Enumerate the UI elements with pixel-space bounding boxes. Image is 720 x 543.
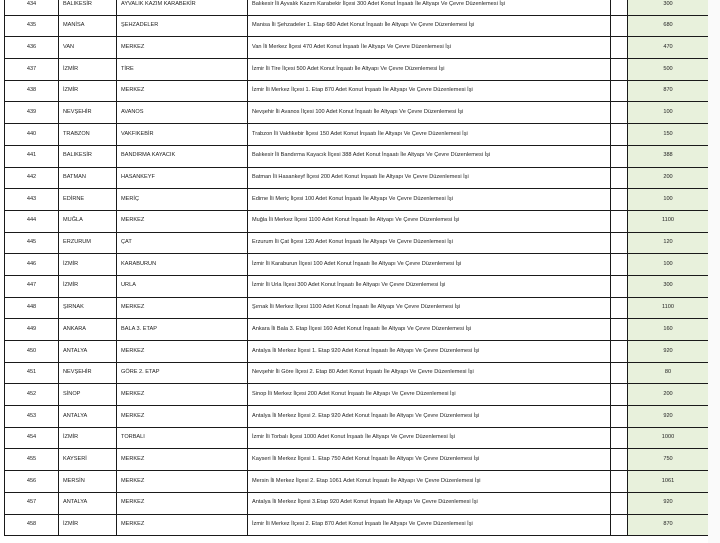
housing-count-cell: 1100: [628, 210, 709, 232]
district-cell: KARABURUN: [117, 254, 248, 276]
description-cell: Kayseri İli Merkez İlçesi 1. Etap 750 Adet Konut İnşaatı İle Altyapı Ve Çevre Düzenlemesi İşi: [248, 449, 611, 471]
housing-count-cell: 1000: [628, 427, 709, 449]
description-cell: Erzurum İli Çat İlçesi 120 Adet Konut İnşaatı İle Altyapı Ve Çevre Düzenlemesi İşi: [248, 232, 611, 254]
description-cell: Nevşehir İli Avanos İlçesi 100 Adet Konut İnşaatı İle Altyapı Ve Çevre Düzenlemesi İşi: [248, 102, 611, 124]
province-cell: İZMİR: [59, 59, 117, 81]
table-row: [5, 124, 709, 146]
housing-projects-table: [4, 0, 709, 536]
spacer-cell: [611, 102, 628, 124]
spacer-cell: [611, 145, 628, 167]
description-cell: Manisa İli Şehzadeler 1. Etap 680 Adet Konut İnşaatı İle Altyapı Ve Çevre Düzenlemesi İşi: [248, 15, 611, 37]
district-cell: MERKEZ: [117, 492, 248, 514]
district-cell: MERKEZ: [117, 341, 248, 363]
table-row: [5, 275, 709, 297]
province-cell: MUĞLA: [59, 210, 117, 232]
province-cell: EDİRNE: [59, 189, 117, 211]
district-cell: VAKFIKEBİR: [117, 124, 248, 146]
table-row: [5, 384, 709, 406]
province-cell: İZMİR: [59, 427, 117, 449]
district-cell: MERKEZ: [117, 449, 248, 471]
description-cell: Sinop İli Merkez İlçesi 200 Adet Konut İnşaatı İle Altyapı Ve Çevre Düzenlemesi İşi: [248, 384, 611, 406]
table-row: [5, 145, 709, 167]
description-cell: İzmir İli Urla İlçesi 300 Adet Konut İnşaatı İle Altyapı Ve Çevre Düzenlemesi İşi: [248, 275, 611, 297]
district-cell: MERKEZ: [117, 210, 248, 232]
spacer-cell: [611, 384, 628, 406]
spacer-cell: [611, 15, 628, 37]
district-cell: MERKEZ: [117, 471, 248, 493]
row-number-cell: 455: [5, 449, 59, 471]
spacer-cell: [611, 124, 628, 146]
housing-count-cell: 920: [628, 341, 709, 363]
description-cell: Ankara İli Bala 3. Etap İlçesi 160 Adet Konut İnşaatı İle Altyapı Ve Çevre Düzenlemesi İşi: [248, 319, 611, 341]
housing-count-cell: 500: [628, 59, 709, 81]
row-number-cell: 442: [5, 167, 59, 189]
district-cell: HASANKEYF: [117, 167, 248, 189]
housing-count-cell: 100: [628, 189, 709, 211]
province-cell: TRABZON: [59, 124, 117, 146]
row-number-cell: 434: [5, 0, 59, 15]
province-cell: MERSİN: [59, 471, 117, 493]
row-number-cell: 435: [5, 15, 59, 37]
spacer-cell: [611, 80, 628, 102]
province-cell: SİNOP: [59, 384, 117, 406]
row-number-cell: 454: [5, 427, 59, 449]
spacer-cell: [611, 492, 628, 514]
description-cell: Trabzon İli Vakfıkebir İlçesi 150 Adet Konut İnşaatı İle Altyapı Ve Çevre Düzenlemesi İşi: [248, 124, 611, 146]
table-row: [5, 189, 709, 211]
spacer-cell: [611, 37, 628, 59]
spacer-cell: [611, 514, 628, 536]
housing-count-cell: 870: [628, 80, 709, 102]
table-row: [5, 427, 709, 449]
description-cell: Balıkesir İli Ayvalık Kazım Karabekir İlçesi 300 Adet Konut İnşaatı İle Altyapı Ve Çevre Düzenlemesi İşi: [248, 0, 611, 15]
row-number-cell: 450: [5, 341, 59, 363]
province-cell: MANİSA: [59, 15, 117, 37]
housing-count-cell: 80: [628, 362, 709, 384]
province-cell: BALIKESİR: [59, 145, 117, 167]
description-cell: İzmir İli Torbalı İlçesi 1000 Adet Konut İnşaatı İle Altyapı Ve Çevre Düzenlemesi İşi: [248, 427, 611, 449]
housing-count-cell: 1100: [628, 297, 709, 319]
description-cell: Antalya İli Merkez İlçesi 3.Etap 920 Adet Konut İnşaatı İle Altyapı Ve Çevre Düzenlemesi İşi: [248, 492, 611, 514]
table-row: [5, 254, 709, 276]
district-cell: ŞEHZADELER: [117, 15, 248, 37]
province-cell: İZMİR: [59, 514, 117, 536]
description-cell: Antalya İli Merkez İlçesi 2. Etap 920 Adet Konut İnşaatı İle Altyapı Ve Çevre Düzenlemesi İşi: [248, 406, 611, 428]
table-row: [5, 15, 709, 37]
district-cell: URLA: [117, 275, 248, 297]
table-row: [5, 210, 709, 232]
description-cell: Edirne İli Meriç İlçesi 100 Adet Konut İnşaatı İle Altyapı Ve Çevre Düzenlemesi İşi: [248, 189, 611, 211]
housing-count-cell: 300: [628, 275, 709, 297]
table-row: [5, 514, 709, 536]
row-number-cell: 458: [5, 514, 59, 536]
row-number-cell: 444: [5, 210, 59, 232]
description-cell: Balıkesir İli Bandırma Kayacık İlçesi 388 Adet Konut İnşaatı İle Altyapı Ve Çevre Düzenlemesi İşi: [248, 145, 611, 167]
district-cell: MERKEZ: [117, 297, 248, 319]
table-row: [5, 449, 709, 471]
housing-count-cell: 1061: [628, 471, 709, 493]
row-number-cell: 456: [5, 471, 59, 493]
housing-count-cell: 160: [628, 319, 709, 341]
district-cell: BALA 3. ETAP: [117, 319, 248, 341]
page-edge: [708, 0, 720, 543]
district-cell: BANDIRMA KAYACIK: [117, 145, 248, 167]
spacer-cell: [611, 210, 628, 232]
description-cell: Mersin İli Merkez İlçesi 2. Etap 1061 Adet Konut İnşaatı İle Altyapı Ve Çevre Düzenlemesi İşi: [248, 471, 611, 493]
spacer-cell: [611, 0, 628, 15]
province-cell: İZMİR: [59, 80, 117, 102]
province-cell: ERZURUM: [59, 232, 117, 254]
housing-count-cell: 750: [628, 449, 709, 471]
table-row: [5, 297, 709, 319]
table-row: [5, 37, 709, 59]
housing-count-cell: 920: [628, 492, 709, 514]
district-cell: MERKEZ: [117, 37, 248, 59]
row-number-cell: 439: [5, 102, 59, 124]
province-cell: İZMİR: [59, 254, 117, 276]
row-number-cell: 452: [5, 384, 59, 406]
province-cell: VAN: [59, 37, 117, 59]
description-cell: Şırnak İli Merkez İlçesi 1100 Adet Konut İnşaatı İle Altyapı Ve Çevre Düzenlemesi İşi: [248, 297, 611, 319]
table-row: [5, 341, 709, 363]
spacer-cell: [611, 427, 628, 449]
description-cell: Batman İli Hasankeyf İlçesi 200 Adet Konut İnşaatı İle Altyapı Ve Çevre Düzenlemesi İşi: [248, 167, 611, 189]
district-cell: MERKEZ: [117, 514, 248, 536]
table-row: [5, 0, 709, 15]
row-number-cell: 443: [5, 189, 59, 211]
district-cell: MERKEZ: [117, 384, 248, 406]
housing-count-cell: 200: [628, 167, 709, 189]
district-cell: AVANOS: [117, 102, 248, 124]
row-number-cell: 445: [5, 232, 59, 254]
table-body: [5, 0, 709, 536]
row-number-cell: 438: [5, 80, 59, 102]
table-row: [5, 59, 709, 81]
spacer-cell: [611, 319, 628, 341]
spacer-cell: [611, 471, 628, 493]
spacer-cell: [611, 167, 628, 189]
district-cell: MERKEZ: [117, 406, 248, 428]
table-row: [5, 102, 709, 124]
description-cell: Nevşehir İli Göre İlçesi 2. Etap 80 Adet Konut İnşaatı İle Altyapı Ve Çevre Düzenlemesi İşi: [248, 362, 611, 384]
table-row: [5, 362, 709, 384]
district-cell: TİRE: [117, 59, 248, 81]
spacer-cell: [611, 189, 628, 211]
province-cell: ANKARA: [59, 319, 117, 341]
province-cell: ANTALYA: [59, 341, 117, 363]
description-cell: İzmir İli Merkez İlçesi 2. Etap 870 Adet Konut İnşaatı İle Altyapı Ve Çevre Düzenlemesi İşi: [248, 514, 611, 536]
spacer-cell: [611, 406, 628, 428]
province-cell: KAYSERİ: [59, 449, 117, 471]
table-row: [5, 471, 709, 493]
province-cell: BALIKESİR: [59, 0, 117, 15]
housing-count-cell: 100: [628, 254, 709, 276]
housing-count-cell: 680: [628, 15, 709, 37]
province-cell: ANTALYA: [59, 406, 117, 428]
row-number-cell: 448: [5, 297, 59, 319]
description-cell: Van İli Merkez İlçesi 470 Adet Konut İnşaatı İle Altyapı Ve Çevre Düzenlemesi İşi: [248, 37, 611, 59]
district-cell: MERKEZ: [117, 80, 248, 102]
spacer-cell: [611, 59, 628, 81]
province-cell: NEVŞEHİR: [59, 362, 117, 384]
row-number-cell: 457: [5, 492, 59, 514]
spacer-cell: [611, 297, 628, 319]
spacer-cell: [611, 232, 628, 254]
housing-count-cell: 920: [628, 406, 709, 428]
table-row: [5, 492, 709, 514]
district-cell: TORBALI: [117, 427, 248, 449]
description-cell: İzmir İli Karaburun İlçesi 100 Adet Konut İnşaatı İle Altyapı Ve Çevre Düzenlemesi İşi: [248, 254, 611, 276]
housing-count-cell: 200: [628, 384, 709, 406]
row-number-cell: 449: [5, 319, 59, 341]
district-cell: GÖRE 2. ETAP: [117, 362, 248, 384]
spacer-cell: [611, 449, 628, 471]
table-row: [5, 232, 709, 254]
row-number-cell: 441: [5, 145, 59, 167]
description-cell: Antalya İli Merkez İlçesi 1. Etap 920 Adet Konut İnşaatı İle Altyapı Ve Çevre Düzenlemesi İşi: [248, 341, 611, 363]
district-cell: MERİÇ: [117, 189, 248, 211]
province-cell: ANTALYA: [59, 492, 117, 514]
spacer-cell: [611, 254, 628, 276]
row-number-cell: 451: [5, 362, 59, 384]
table-row: [5, 406, 709, 428]
table-row: [5, 167, 709, 189]
row-number-cell: 440: [5, 124, 59, 146]
housing-count-cell: 300: [628, 0, 709, 15]
housing-count-cell: 100: [628, 102, 709, 124]
district-cell: ÇAT: [117, 232, 248, 254]
province-cell: İZMİR: [59, 275, 117, 297]
housing-count-cell: 120: [628, 232, 709, 254]
spacer-cell: [611, 275, 628, 297]
row-number-cell: 447: [5, 275, 59, 297]
row-number-cell: 453: [5, 406, 59, 428]
description-cell: İzmir İli Tire İlçesi 500 Adet Konut İnşaatı İle Altyapı Ve Çevre Düzenlemesi İşi: [248, 59, 611, 81]
spacer-cell: [611, 362, 628, 384]
spacer-cell: [611, 341, 628, 363]
province-cell: BATMAN: [59, 167, 117, 189]
description-cell: Muğla İli Merkez İlçesi 1100 Adet Konut İnşaatı İle Altyapı Ve Çevre Düzenlemesi İşi: [248, 210, 611, 232]
row-number-cell: 446: [5, 254, 59, 276]
table-row: [5, 319, 709, 341]
housing-count-cell: 150: [628, 124, 709, 146]
row-number-cell: 436: [5, 37, 59, 59]
province-cell: NEVŞEHİR: [59, 102, 117, 124]
district-cell: AYVALIK KAZIM KARABEKİR: [117, 0, 248, 15]
province-cell: ŞIRNAK: [59, 297, 117, 319]
description-cell: İzmir İli Merkez İlçesi 1. Etap 870 Adet Konut İnşaatı İle Altyapı Ve Çevre Düzenlemesi İşi: [248, 80, 611, 102]
row-number-cell: 437: [5, 59, 59, 81]
housing-count-cell: 870: [628, 514, 709, 536]
housing-count-cell: 388: [628, 145, 709, 167]
table-row: [5, 80, 709, 102]
housing-count-cell: 470: [628, 37, 709, 59]
